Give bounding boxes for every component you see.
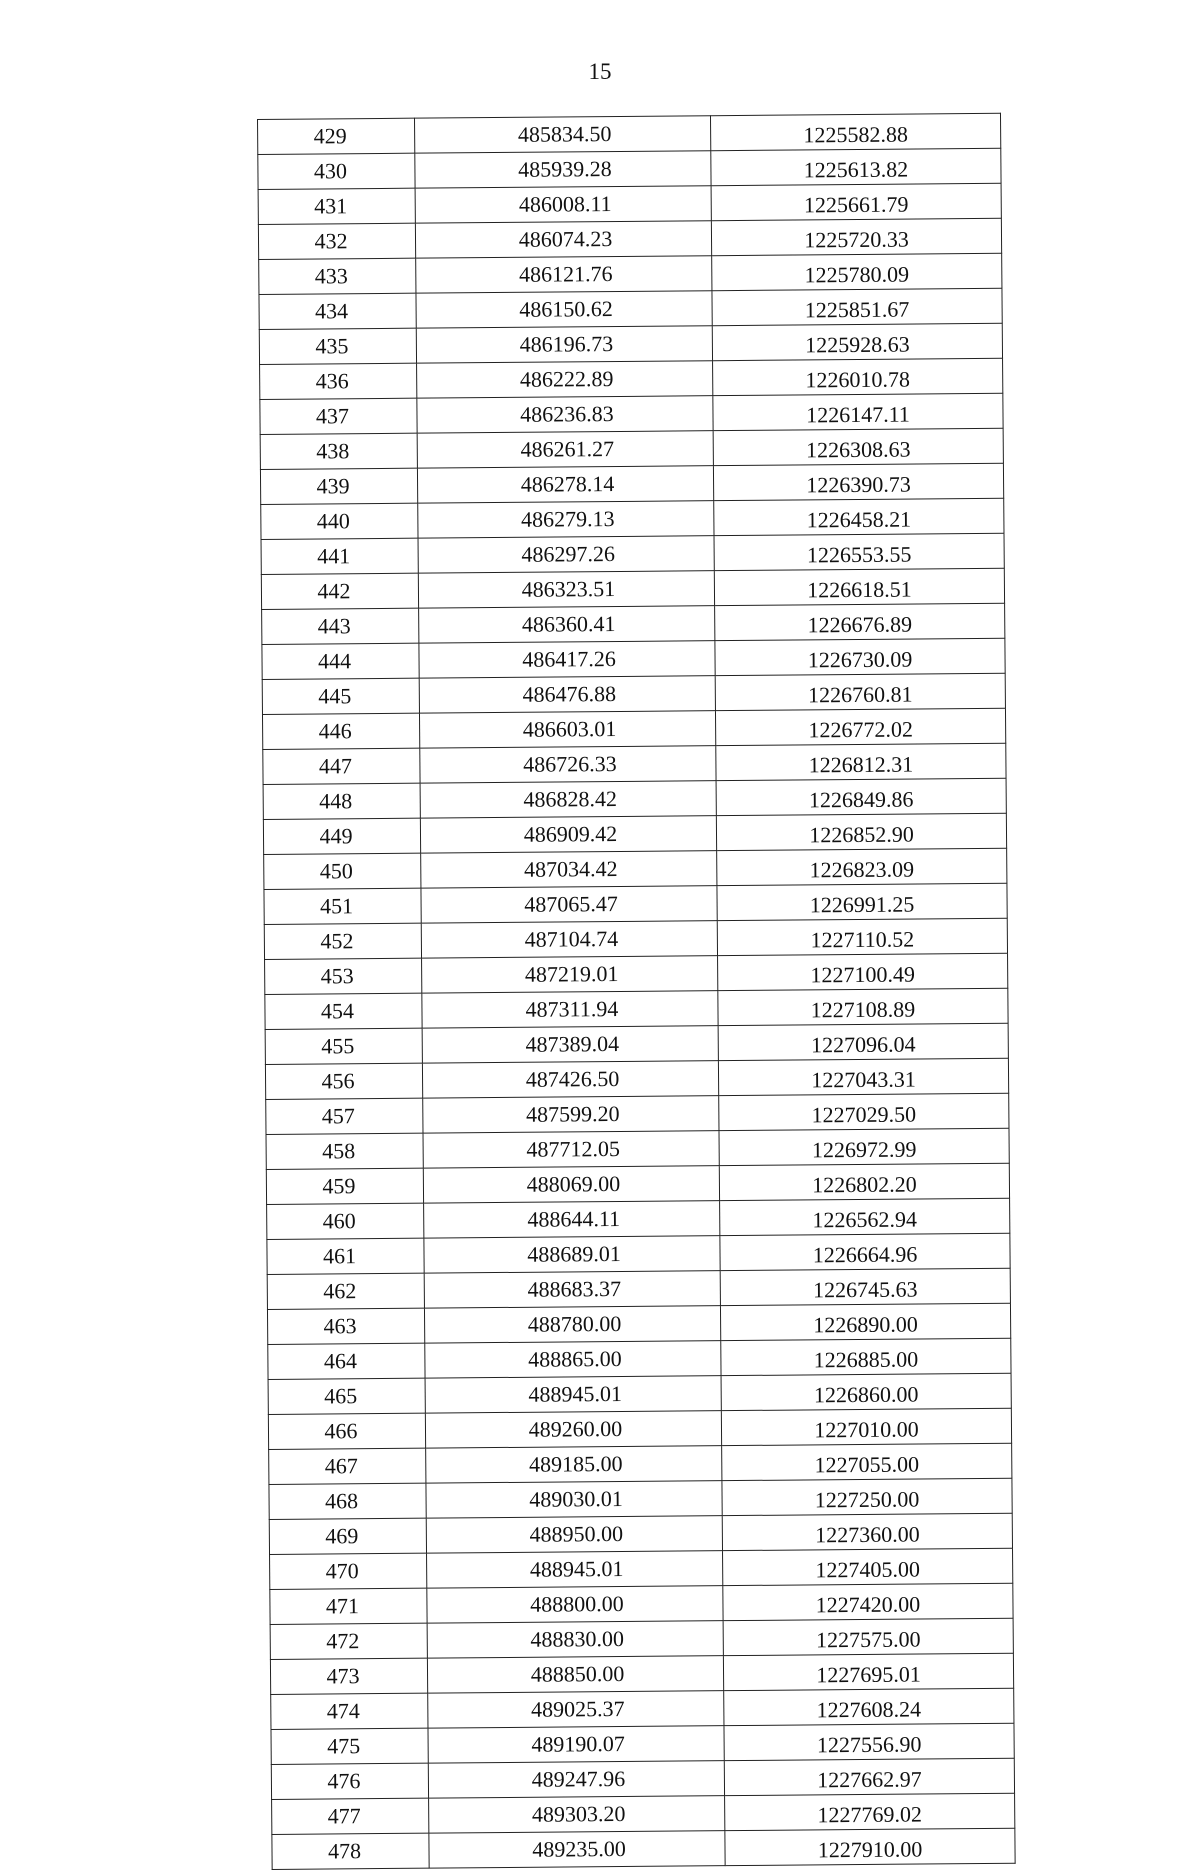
cell-x: 488850.00	[427, 1656, 723, 1693]
cell-y: 1227695.01	[723, 1653, 1013, 1690]
cell-y: 1227100.49	[718, 953, 1008, 990]
cell-point: 446	[262, 713, 419, 749]
cell-y: 1226812.31	[716, 743, 1006, 780]
table-body	[258, 113, 1016, 1869]
cell-x: 488945.01	[427, 1551, 723, 1588]
cell-point: 478	[272, 1833, 429, 1869]
cell-y: 1227096.04	[718, 1023, 1008, 1060]
cell-y: 1226562.94	[720, 1198, 1010, 1235]
cell-x: 486278.14	[417, 466, 713, 503]
cell-x: 487311.94	[422, 991, 718, 1028]
cell-y: 1225851.67	[712, 288, 1002, 325]
cell-x: 486909.42	[420, 816, 716, 853]
cell-x: 486222.89	[417, 361, 713, 398]
cell-x: 486417.26	[419, 641, 715, 678]
cell-y: 1226745.63	[720, 1268, 1010, 1305]
cell-x: 487712.05	[423, 1131, 719, 1168]
cell-y: 1226010.78	[713, 358, 1003, 395]
cell-x: 489303.20	[429, 1796, 725, 1833]
cell-point: 440	[261, 503, 418, 539]
cell-point: 448	[263, 783, 420, 819]
cell-y: 1226890.00	[720, 1303, 1010, 1340]
cell-point: 452	[264, 923, 421, 959]
cell-y: 1226308.63	[713, 428, 1003, 465]
cell-x: 489190.07	[428, 1726, 724, 1763]
cell-point: 435	[259, 328, 416, 364]
cell-point: 462	[267, 1273, 424, 1309]
cell-x: 489025.37	[428, 1691, 724, 1728]
cell-x: 486603.01	[419, 711, 715, 748]
cell-y: 1225613.82	[711, 148, 1001, 185]
cell-x: 489235.00	[429, 1831, 725, 1868]
cell-point: 442	[261, 573, 418, 609]
cell-point: 468	[269, 1483, 426, 1519]
cell-y: 1227108.89	[718, 988, 1008, 1025]
cell-x: 486360.41	[419, 606, 715, 643]
coordinates-table	[257, 113, 1016, 1870]
cell-x: 489247.96	[428, 1761, 724, 1798]
cell-y: 1226849.86	[716, 778, 1006, 815]
cell-point: 469	[269, 1518, 426, 1554]
cell-x: 487104.74	[421, 921, 717, 958]
cell-y: 1226823.09	[717, 848, 1007, 885]
cell-point: 432	[258, 223, 415, 259]
cell-x: 489260.00	[425, 1411, 721, 1448]
cell-y: 1226618.51	[714, 568, 1004, 605]
cell-x: 487034.42	[421, 851, 717, 888]
cell-y: 1226991.25	[717, 883, 1007, 920]
cell-y: 1226676.89	[715, 603, 1005, 640]
cell-point: 436	[260, 363, 417, 399]
cell-x: 487599.20	[423, 1096, 719, 1133]
cell-x: 486828.42	[420, 781, 716, 818]
cell-point: 443	[262, 608, 419, 644]
cell-point: 474	[271, 1693, 428, 1729]
cell-x: 488780.00	[424, 1306, 720, 1343]
cell-x: 488945.01	[425, 1376, 721, 1413]
cell-point: 465	[268, 1378, 425, 1414]
cell-x: 486476.88	[419, 676, 715, 713]
cell-point: 459	[266, 1168, 423, 1204]
cell-x: 486323.51	[418, 571, 714, 608]
cell-x: 489030.01	[426, 1481, 722, 1518]
cell-point: 467	[269, 1448, 426, 1484]
cell-point: 461	[267, 1238, 424, 1274]
cell-y: 1225720.33	[711, 218, 1001, 255]
cell-point: 444	[262, 643, 419, 679]
cell-point: 464	[268, 1343, 425, 1379]
cell-x: 486261.27	[417, 431, 713, 468]
cell-y: 1227575.00	[723, 1618, 1013, 1655]
cell-y: 1227043.31	[718, 1058, 1008, 1095]
cell-y: 1227110.52	[717, 918, 1007, 955]
cell-y: 1227360.00	[722, 1513, 1012, 1550]
cell-x: 487389.04	[422, 1026, 718, 1063]
cell-point: 475	[271, 1728, 428, 1764]
cell-point: 463	[267, 1308, 424, 1344]
cell-x: 488865.00	[425, 1341, 721, 1378]
cell-x: 488069.00	[423, 1166, 719, 1203]
cell-x: 487426.50	[422, 1061, 718, 1098]
cell-x: 488800.00	[427, 1586, 723, 1623]
page-number: 15	[588, 59, 612, 84]
cell-y: 1226730.09	[715, 638, 1005, 675]
cell-y: 1227029.50	[719, 1093, 1009, 1130]
cell-point: 453	[265, 958, 422, 994]
cell-point: 458	[266, 1133, 423, 1169]
cell-x: 488689.01	[424, 1236, 720, 1273]
cell-x: 486008.11	[415, 186, 711, 223]
cell-point: 437	[260, 398, 417, 434]
cell-x: 486726.33	[420, 746, 716, 783]
cell-point: 477	[272, 1798, 429, 1834]
cell-point: 471	[270, 1588, 427, 1624]
cell-y: 1226664.96	[720, 1233, 1010, 1270]
cell-y: 1226760.81	[715, 673, 1005, 710]
cell-y: 1226147.11	[713, 393, 1003, 430]
cell-x: 486297.26	[418, 536, 714, 573]
cell-y: 1227055.00	[722, 1443, 1012, 1480]
cell-y: 1227010.00	[721, 1408, 1011, 1445]
cell-point: 431	[258, 188, 415, 224]
cell-point: 429	[258, 118, 415, 154]
cell-y: 1227556.90	[724, 1723, 1014, 1760]
cell-point: 430	[258, 153, 415, 189]
cell-x: 488830.00	[427, 1621, 723, 1658]
cell-point: 434	[259, 293, 416, 329]
cell-point: 457	[266, 1098, 423, 1134]
cell-y: 1226458.21	[714, 498, 1004, 535]
cell-y: 1226885.00	[721, 1338, 1011, 1375]
cell-y: 1227769.02	[725, 1793, 1015, 1830]
cell-x: 486196.73	[416, 326, 712, 363]
cell-point: 456	[265, 1063, 422, 1099]
cell-x: 486279.13	[418, 501, 714, 538]
cell-point: 441	[261, 538, 418, 574]
cell-x: 486121.76	[416, 256, 712, 293]
cell-point: 460	[267, 1203, 424, 1239]
cell-y: 1227420.00	[723, 1583, 1013, 1620]
cell-y: 1227608.24	[724, 1688, 1014, 1725]
cell-point: 451	[264, 888, 421, 924]
cell-y: 1226390.73	[713, 463, 1003, 500]
cell-x: 485939.28	[415, 151, 711, 188]
cell-y: 1227405.00	[723, 1548, 1013, 1585]
cell-y: 1226860.00	[721, 1373, 1011, 1410]
table-row	[272, 1828, 1015, 1869]
cell-x: 486236.83	[417, 396, 713, 433]
cell-point: 455	[265, 1028, 422, 1064]
cell-x: 487065.47	[421, 886, 717, 923]
cell-point: 454	[265, 993, 422, 1029]
cell-point: 433	[259, 258, 416, 294]
cell-x: 489185.00	[426, 1446, 722, 1483]
cell-point: 450	[264, 853, 421, 889]
cell-x: 486074.23	[415, 221, 711, 258]
cell-y: 1226772.02	[715, 708, 1005, 745]
cell-x: 486150.62	[416, 291, 712, 328]
cell-point: 449	[263, 818, 420, 854]
cell-x: 487219.01	[422, 956, 718, 993]
cell-point: 470	[270, 1553, 427, 1589]
cell-point: 476	[271, 1763, 428, 1799]
cell-y: 1227250.00	[722, 1478, 1012, 1515]
cell-point: 447	[263, 748, 420, 784]
cell-x: 488644.11	[424, 1201, 720, 1238]
cell-y: 1227910.00	[725, 1828, 1015, 1865]
cell-point: 473	[270, 1658, 427, 1694]
cell-y: 1226972.99	[719, 1128, 1009, 1165]
cell-y: 1225582.88	[710, 113, 1000, 150]
cell-y: 1226852.90	[716, 813, 1006, 850]
cell-point: 472	[270, 1623, 427, 1659]
cell-x: 485834.50	[414, 116, 710, 153]
cell-y: 1227662.97	[724, 1758, 1014, 1795]
cell-x: 488950.00	[426, 1516, 722, 1553]
cell-point: 445	[262, 678, 419, 714]
cell-x: 488683.37	[424, 1271, 720, 1308]
cell-point: 466	[268, 1413, 425, 1449]
cell-y: 1225661.79	[711, 183, 1001, 220]
cell-y: 1225780.09	[712, 253, 1002, 290]
cell-y: 1225928.63	[712, 323, 1002, 360]
cell-point: 439	[260, 468, 417, 504]
cell-point: 438	[260, 433, 417, 469]
cell-y: 1226802.20	[719, 1163, 1009, 1200]
cell-y: 1226553.55	[714, 533, 1004, 570]
